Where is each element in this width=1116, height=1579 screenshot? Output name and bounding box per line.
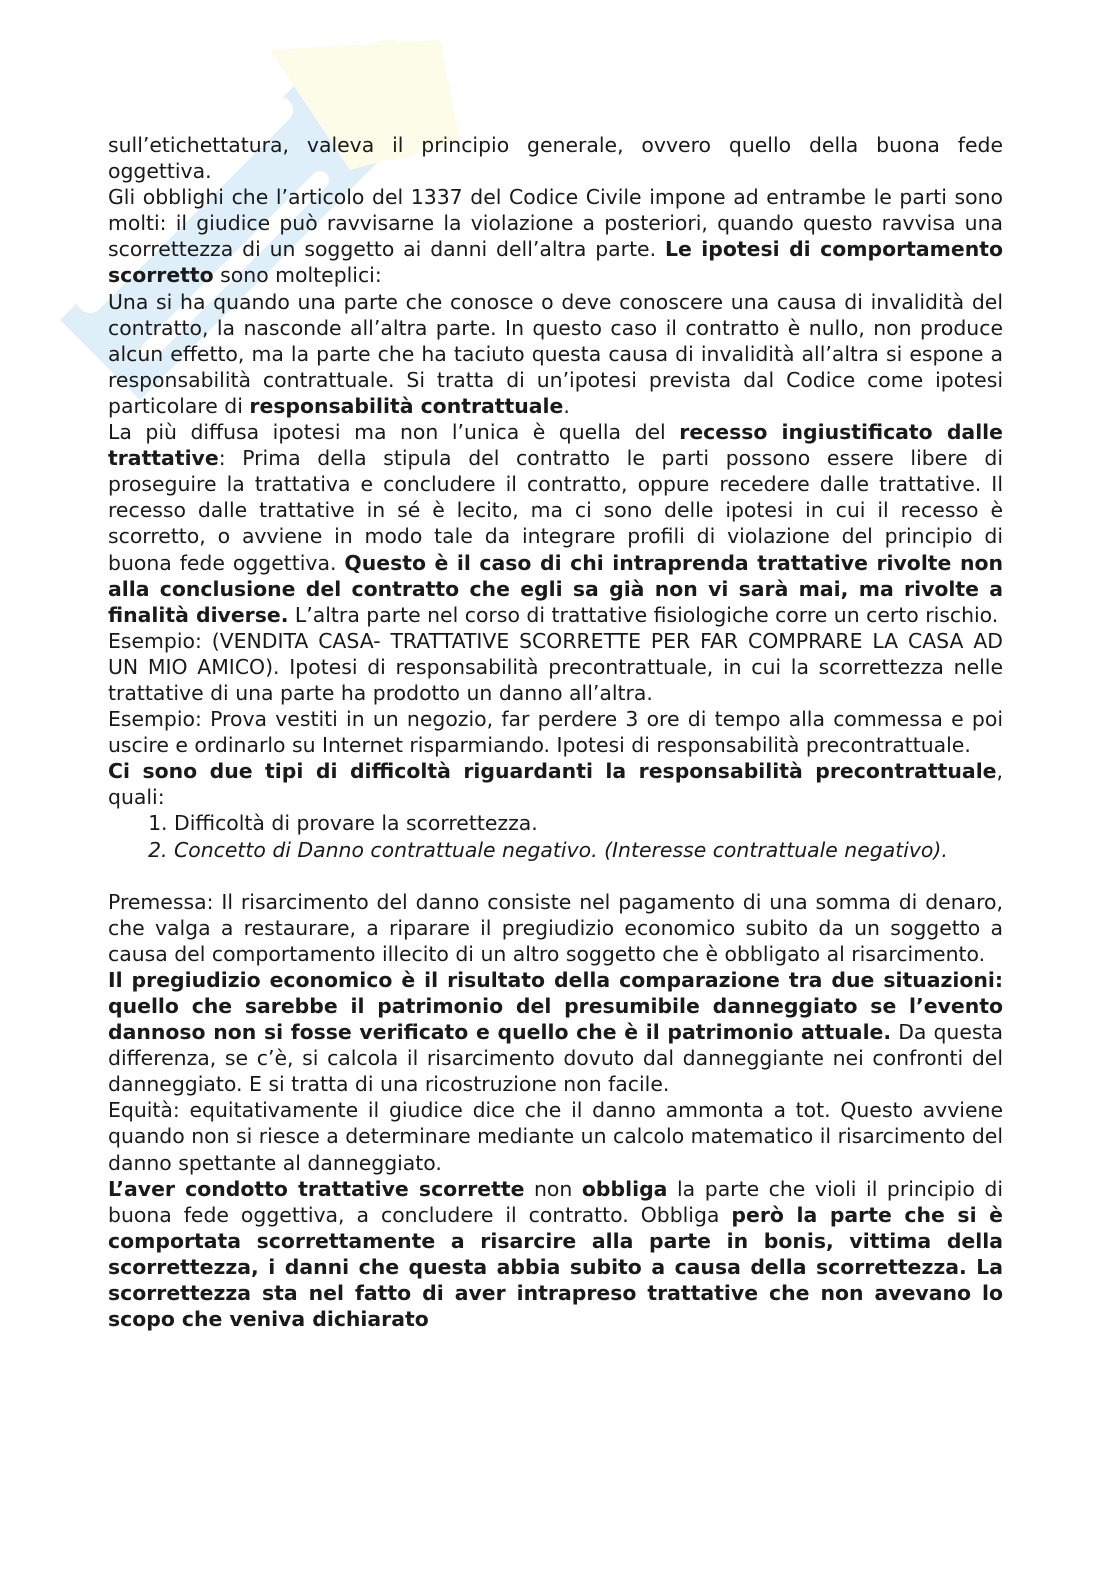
paragraph-pregiudizio: Il pregiudizio economico è il risultato della comparazione tra due situazioni: quello che sarebbe il patrimonio del presumibile danneggiato se l’evento dannoso non si fosse verificato e quello che è il patrimonio attuale. Da questa differenza, se c’è, si calcola il risarcimento dovuto dal danneggiante nei confronti del danneggiato. E si tratta di una ricostruzione non facile.: [108, 967, 1003, 1097]
paragraph-trattative-scorrette: L’aver condotto trattative scorrette non obbliga la parte che violi il principio di buona fede oggettiva, a concludere il contratto. Obbliga però la parte che si è comportata scorrettamente a risarcire alla parte in bonis, vittima della scorrettezza, i danni che questa abbia subito a causa della scorrettezza. La scorrettezza sta nel fatto di aver intrapreso trattative che non avevano lo scopo che veniva dichiarato: [108, 1176, 1003, 1332]
bold-phrase: però la parte che si è comportata scorrettamente a risarcire alla parte in bonis, vittima della scorrettezza, i danni che questa abbia subito a causa della scorrettezza. La scorrettezza sta nel fatto di aver intrapreso trattative che non avevano lo scopo che veniva dichiarato: [108, 1202, 1003, 1332]
paragraph-1: sull’etichettatura, valeva il principio generale, ovvero quello della buona fede oggettiva.: [108, 133, 1003, 184]
paragraph-example-2: Esempio: Prova vestiti in un negozio, far perdere 3 ore di tempo alla commessa e poi uscire e ordinarlo su Internet risparmiando. Ipotesi di responsabilità precontrattuale.: [108, 707, 1003, 758]
bold-phrase: Le ipotesi di comportamento scorretto: [108, 237, 1003, 288]
bold-phrase: L’aver condotto trattative scorrette: [108, 1176, 525, 1201]
list-item: 1. Difficoltà di provare la scorrettezza.: [174, 810, 1003, 836]
bold-phrase: recesso ingiustificato dalle trattative: [108, 420, 1003, 471]
list-item: 2. Concetto di Danno contrattuale negativo. (Interesse contrattuale negativo).: [174, 837, 1003, 863]
paragraph-4: La più diffusa ipotesi ma non l’unica è quella del recesso ingiustificato dalle trattative: Prima della stipula del contratto le parti possono essere libere di proseguire la trattativa e concludere il contratto, oppure recedere dalle trattative. Il recesso dalle trattative in sé è lecito, ma ci sono delle ipotesi in cui il recesso è scorretto, o avviene in modo tale da integrare profili di violazione del principio di buona fede oggettiva. Questo è il caso di chi intraprenda trattative rivolte non alla conclusione del contratto che egli sa già non vi sarà mai, ma rivolte a finalità diverse. L’altra parte nel corso di trattative fisiologiche corre un certo rischio.: [108, 420, 1003, 627]
document-page: [108, 132, 1003, 1332]
paragraph-2: Gli obblighi che l’articolo del 1337 del Codice Civile impone ad entrambe le parti sono molti: il giudice può ravvisarne la violazione a posteriori, quando questo ravvisa una scorrettezza di un soggetto ai danni dell’altra parte. Le ipotesi di comportamento scorretto sono molteplici:: [108, 185, 1003, 288]
difficulties-list: [108, 810, 1003, 862]
spacer: [108, 863, 1003, 889]
paragraph-3: Una si ha quando una parte che conosce o deve conoscere una causa di invalidità del contratto, la nasconde all’altra parte. In questo caso il contratto è nullo, non produce alcun effetto, ma la parte che ha taciuto questa causa di invalidità all’altra si espone a responsabilità contrattuale. Si tratta di un’ipotesi prevista dal Codice come ipotesi particolare di responsabilità contrattuale.: [108, 289, 1003, 418]
bold-phrase: obbliga: [581, 1176, 668, 1201]
bold-phrase: responsabilità contrattuale: [249, 393, 564, 418]
bold-phrase: Ci sono due tipi di difficoltà riguardanti la responsabilità precontrattuale: [108, 759, 997, 784]
bold-phrase: Il pregiudizio economico è il risultato della comparazione tra due situazioni: quello che sarebbe il patrimonio del presumibile danneggiato se l’evento dannoso non si fosse verificato e quello che è il patrimonio attuale.: [108, 967, 1003, 1045]
paragraph-difficulties: Ci sono due tipi di difficoltà riguardanti la responsabilità precontrattuale, quali:: [108, 759, 1003, 810]
paragraph-equita: Equità: equitativamente il giudice dice che il danno ammonta a tot. Questo avviene quando non si riesce a determinare mediante un calcolo matematico il risarcimento del danno spettante al danneggiato.: [108, 1098, 1003, 1175]
paragraph-example-1: Esempio: (VENDITA CASA- TRATTATIVE SCORRETTE PER FAR COMPRARE LA CASA AD UN MIO AMICO). Ipotesi di responsabilità precontrattuale, in cui la scorrettezza nelle trattative di una parte ha prodotto un danno all’altra.: [108, 628, 1003, 705]
paragraph-premessa: Premessa: Il risarcimento del danno consiste nel pagamento di una somma di denaro, che valga a restaurare, a riparare il pregiudizio economico subito da un soggetto a causa del comportamento illecito di un altro soggetto che è obbligato al risarcimento.: [108, 889, 1003, 966]
bold-phrase: Questo è il caso di chi intraprenda trattative rivolte non alla conclusione del contratto che egli sa già non vi sarà mai, ma rivolte a finalità diverse.: [108, 550, 1003, 627]
